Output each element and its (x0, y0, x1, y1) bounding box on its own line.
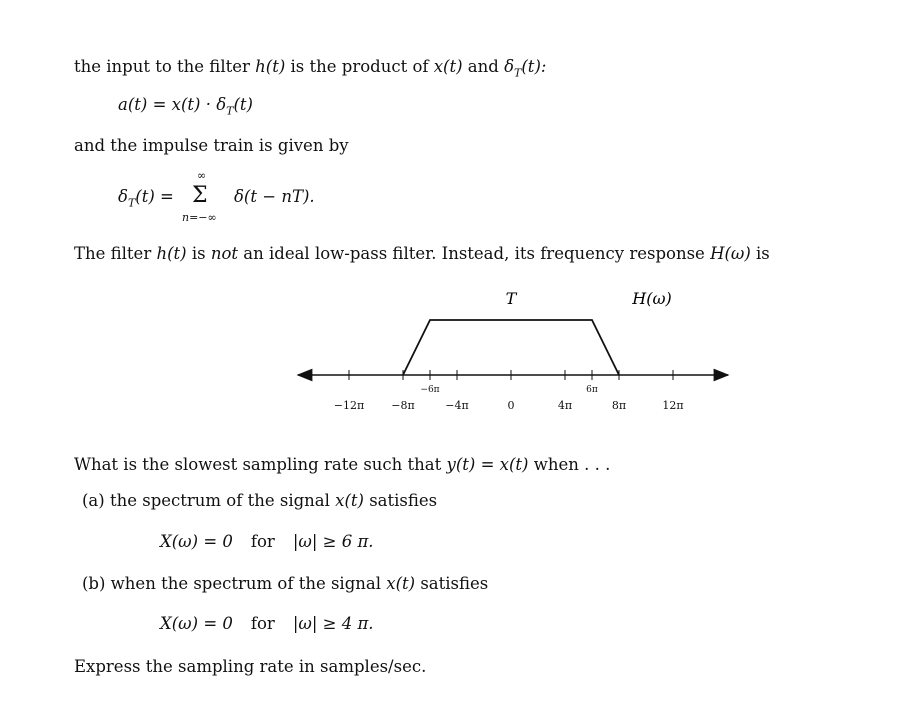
closing-line: Express the sampling rate in samples/sec. (74, 657, 427, 676)
frequency-response-chart (0, 280, 907, 430)
tick-label: 6π (586, 385, 598, 395)
eq1-sub: T (226, 104, 234, 118)
tick-label: −8π (391, 399, 415, 412)
tick-label: 12π (662, 399, 684, 412)
eq2-term: δ(t − nT). (234, 187, 315, 206)
not-emphasis: not (210, 244, 239, 263)
eq2-sum-bottom: n=−∞ (182, 211, 217, 224)
intro-text-c: and (462, 57, 505, 76)
question-line: What is the slowest sampling rate such that y(t) = x(t) when . . . (74, 455, 611, 474)
tick-label: −12π (333, 399, 365, 412)
part-a: (a) the spectrum of the signal x(t) satisfies (82, 491, 438, 510)
impulse-intro: and the impulse train is given by (74, 136, 349, 155)
tick-label: −6π (420, 385, 440, 395)
part-b: (b) when the spectrum of the signal x(t) satisfies (82, 574, 489, 593)
intro-text-b: is the product of (285, 57, 434, 76)
tick-label: −4π (445, 399, 469, 412)
equation-2 (118, 168, 358, 228)
filter-description: The filter h(t) is not an ideal low-pass filter. Instead, its frequency response H(ω) is (74, 244, 770, 263)
eq2-sum-sign: Σ (192, 183, 208, 208)
intro-delta-arg: (t): (521, 57, 547, 76)
eq2-sum-top: ∞ (197, 169, 207, 182)
height-label-T: T (505, 289, 517, 308)
intro-delta: δ (504, 57, 515, 76)
equation-1 (118, 97, 253, 116)
intro-text-a: the input to the filter (74, 57, 256, 76)
tick-label: 4π (557, 399, 573, 412)
intro-line (74, 59, 546, 78)
tick-label: 0 (507, 399, 515, 412)
intro-x: x(t) (433, 57, 463, 76)
intro-h: h(t) (255, 57, 286, 76)
tick-label: 8π (611, 399, 627, 412)
eq1-rhs: (t) (233, 95, 253, 114)
part-a-equation: X(ω) = 0 for |ω| ≥ 6 π. (160, 532, 374, 551)
eq2-lhs: $\delta_T(t)$ = (118, 187, 174, 210)
intro-delta-sub: T (514, 66, 522, 80)
part-b-equation: X(ω) = 0 for |ω| ≥ 4 π. (160, 614, 374, 633)
axis-ticks (334, 370, 684, 412)
chart-title: H(ω) (632, 289, 672, 308)
response-curve (403, 320, 619, 375)
eq1-lhs: a(t) = x(t) · δ (118, 95, 227, 114)
